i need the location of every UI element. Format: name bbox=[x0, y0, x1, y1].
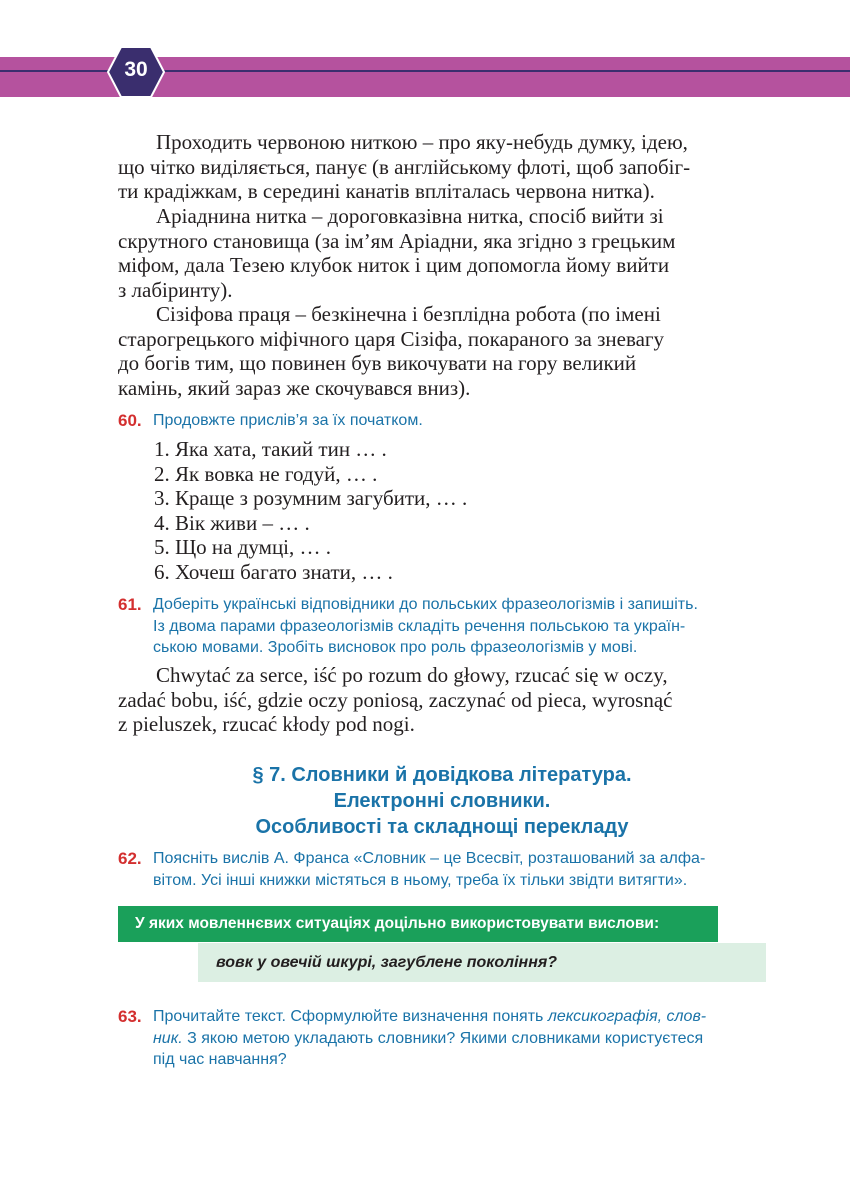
polish-phraseologisms bbox=[118, 663, 766, 737]
text-line: що чітко виділяється, панує (в англійському флоті, щоб запобіг- bbox=[118, 154, 691, 179]
list-item: 1. Яка хата, такий тин … . bbox=[154, 437, 387, 461]
task-line: під час навчання? bbox=[153, 1051, 287, 1068]
task-line: Доберіть українські відповідники до польських фразеологізмів і запишіть. bbox=[153, 596, 698, 613]
task-number: 63. bbox=[118, 1007, 142, 1026]
task-text: Прочитайте текст. Сформулюйте визначення понять bbox=[153, 1008, 548, 1025]
list-item: 4. Вік живи – … . bbox=[154, 510, 310, 535]
task-text: З якою метою укладають словники? Якими словниками користуєтеся bbox=[182, 1029, 704, 1047]
task-line bbox=[118, 1028, 768, 1050]
text-line: Сізіфова праця – безкінечна і безплідна робота (по імені bbox=[156, 302, 661, 326]
heading-line: Електронні словники. bbox=[333, 790, 551, 812]
heading-line: § 7. Словники й довідкова література. bbox=[252, 764, 632, 786]
text-line: скрутного становища (за ім’ям Аріадни, яка згідно з грецьким bbox=[118, 228, 676, 253]
list-item: 3. Краще з розумним загубити, … . bbox=[154, 486, 468, 510]
text-line: z pieluszek, rzucać kłody pod nogi. bbox=[118, 712, 415, 736]
text-line: zadać bobu, iść, gdzie oczy poniosą, zaczynać od pieca, wyrosnąć bbox=[118, 687, 673, 712]
heading-line: Особливості та складнощі перекладу bbox=[255, 816, 629, 838]
text-line: Аріаднина нитка – дороговказівна нитка, спосіб вийти зі bbox=[156, 204, 664, 228]
task-number: 61. bbox=[118, 595, 142, 614]
task-line: вітом. Усі інші книжки містяться в ньому, треба їх тільки звідти витягти». bbox=[153, 871, 688, 889]
paragraph-ariadne-thread bbox=[118, 204, 766, 302]
text-line: ти крадіжкам, в середині канатів впліталась червона нитка). bbox=[118, 179, 655, 203]
task-line bbox=[118, 1006, 768, 1028]
text-line: Chwytać za serce, iść po rozum do głowy, rzucać się w oczy, bbox=[156, 663, 668, 687]
task-line: Із двома парами фразеологізмів складіть речення польською та україн- bbox=[153, 617, 686, 635]
list-item: 5. Що на думці, … . bbox=[154, 535, 332, 559]
text-line: до богів тим, що повинен був викочувати на гору великий bbox=[118, 351, 637, 375]
task-62 bbox=[118, 848, 768, 891]
task-line: ською мовами. Зробіть висновок про роль фразеологізмів у мові. bbox=[153, 639, 638, 656]
callout-phrase: вовк у овечій шкурі, загублене покоління? bbox=[198, 943, 766, 982]
list-item: 2. Як вовка не годуй, … . bbox=[154, 461, 378, 486]
term-lexicography: лексикографія, слов- bbox=[547, 1008, 707, 1025]
paragraph-red-thread bbox=[118, 130, 766, 204]
task-number: 60. bbox=[118, 411, 142, 430]
page-number: 30 bbox=[124, 58, 148, 81]
task-60 bbox=[118, 410, 768, 432]
paragraph-sisyphus-labour bbox=[118, 302, 766, 400]
text-line: Проходить червоною ниткою – про яку-небудь думку, ідею, bbox=[156, 130, 688, 154]
text-line: камінь, який зараз же скочувався вниз). bbox=[118, 375, 471, 400]
text-line: старогрецького міфічного царя Сізіфа, покараного за зневагу bbox=[118, 326, 665, 351]
task-line: Поясніть вислів А. Франса «Словник – це Всесвіт, розташований за алфа- bbox=[153, 850, 706, 867]
term-dictionary: ник. bbox=[153, 1029, 183, 1047]
text-line: з лабіринту). bbox=[118, 277, 233, 302]
task-number: 62. bbox=[118, 849, 142, 868]
callout-question: У яких мовленнєвих ситуаціях доцільно використовувати вислови: bbox=[118, 906, 718, 942]
text-line: міфом, дала Тезею клубок ниток і цим допомогла йому вийти bbox=[118, 253, 670, 277]
list-item: 6. Хочеш багато знати, … . bbox=[154, 559, 393, 584]
task-instruction: Продовжте прислів’я за їх початком. bbox=[153, 412, 423, 429]
task-61 bbox=[118, 594, 768, 659]
section-heading bbox=[118, 762, 766, 840]
task-63 bbox=[118, 1006, 768, 1071]
proverb-list bbox=[154, 437, 467, 584]
